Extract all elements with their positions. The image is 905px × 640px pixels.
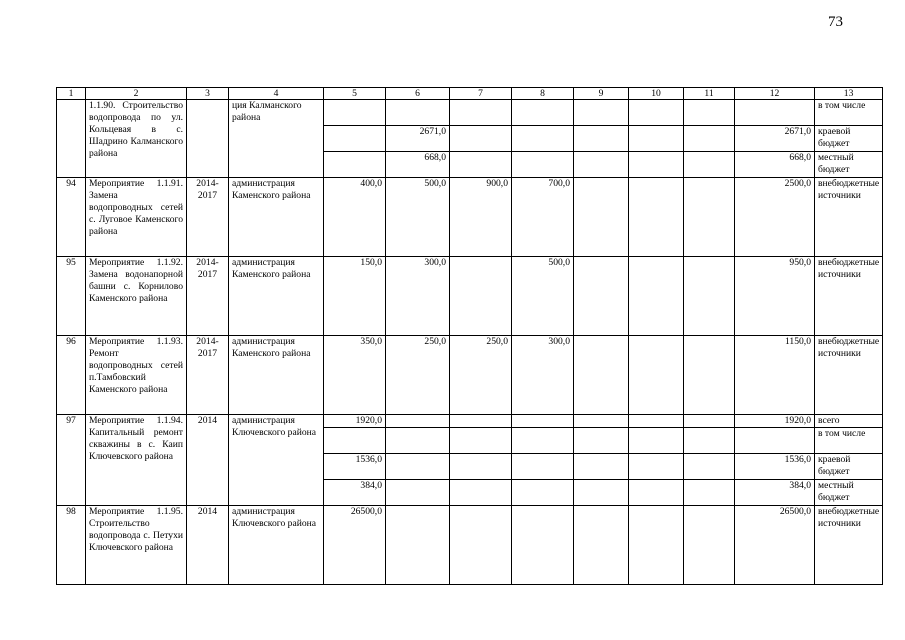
amount-total: 1536,0 bbox=[735, 454, 815, 480]
years-cell: 2014 bbox=[187, 415, 229, 506]
row-number-cell: 96 bbox=[57, 336, 86, 415]
amount-col5: 26500,0 bbox=[324, 506, 386, 585]
col-header-5: 5 bbox=[324, 88, 386, 100]
funding-source: всего bbox=[815, 415, 883, 428]
col-header-7: 7 bbox=[450, 88, 512, 100]
col-header-2: 2 bbox=[86, 88, 187, 100]
col-header-13: 13 bbox=[815, 88, 883, 100]
years-cell: 2014 bbox=[187, 506, 229, 585]
amount-total: 384,0 bbox=[735, 480, 815, 506]
amount-total: 668,0 bbox=[735, 152, 815, 178]
amount-col8: 700,0 bbox=[512, 178, 574, 257]
col-header-3: 3 bbox=[187, 88, 229, 100]
page-number: 73 bbox=[828, 14, 843, 30]
executor-cell: администрация Каменского района bbox=[229, 257, 324, 336]
executor-cell: администрация Ключевского района bbox=[229, 415, 324, 506]
amount-total: 26500,0 bbox=[735, 506, 815, 585]
budget-table bbox=[56, 87, 883, 585]
activity-description: Мероприятие 1.1.94. Капитальный ремонт скважины в с. Каип Ключевского района bbox=[86, 415, 187, 506]
executor-cell: администрация Ключевского района bbox=[229, 506, 324, 585]
table-row bbox=[57, 257, 883, 336]
years-cell: 2014-2017 bbox=[187, 336, 229, 415]
table-row bbox=[57, 506, 883, 585]
amount-total: 2500,0 bbox=[735, 178, 815, 257]
funding-source: в том числе bbox=[815, 428, 883, 454]
activity-description: 1.1.90. Строительство водопровода по ул. Кольцевая в с. Шадрино Калманского района bbox=[86, 100, 187, 178]
amount-col6: 668,0 bbox=[386, 152, 450, 178]
funding-source: краевой бюджет bbox=[815, 454, 883, 480]
row-number-cell: 94 bbox=[57, 178, 86, 257]
funding-source: краевой бюджет bbox=[815, 126, 883, 152]
amount-col8: 300,0 bbox=[512, 336, 574, 415]
column-number-row bbox=[57, 88, 883, 100]
row-number-cell: 98 bbox=[57, 506, 86, 585]
amount-col5: 400,0 bbox=[324, 178, 386, 257]
funding-source: внебюджетные источники bbox=[815, 506, 883, 585]
col-header-12: 12 bbox=[735, 88, 815, 100]
col-header-1: 1 bbox=[57, 88, 86, 100]
amount-col5: 384,0 bbox=[324, 480, 386, 506]
col-header-4: 4 bbox=[229, 88, 324, 100]
amount-col5: 1920,0 bbox=[324, 415, 386, 428]
funding-source: в том числе bbox=[815, 100, 883, 126]
amount-col6: 500,0 bbox=[386, 178, 450, 257]
table-row bbox=[57, 178, 883, 257]
amount-col7: 250,0 bbox=[450, 336, 512, 415]
row-number-cell: 95 bbox=[57, 257, 86, 336]
amount-total: 1920,0 bbox=[735, 415, 815, 428]
amount-col6: 250,0 bbox=[386, 336, 450, 415]
amount-total: 1150,0 bbox=[735, 336, 815, 415]
col-header-8: 8 bbox=[512, 88, 574, 100]
funding-source: внебюджетные источники bbox=[815, 257, 883, 336]
table-row bbox=[57, 336, 883, 415]
amount-col8: 500,0 bbox=[512, 257, 574, 336]
executor-cell: ция Калманского района bbox=[229, 100, 324, 178]
table-row bbox=[57, 100, 883, 126]
col-header-9: 9 bbox=[574, 88, 629, 100]
amount-total: 950,0 bbox=[735, 257, 815, 336]
funding-source: местный бюджет bbox=[815, 152, 883, 178]
row-number-cell: 97 bbox=[57, 415, 86, 506]
amount-col5: 350,0 bbox=[324, 336, 386, 415]
col-header-10: 10 bbox=[629, 88, 684, 100]
funding-source: внебюджетные источники bbox=[815, 336, 883, 415]
activity-description: Мероприятие 1.1.93. Ремонт водопроводных сетей п.Тамбовский Каменского района bbox=[86, 336, 187, 415]
amount-col7: 900,0 bbox=[450, 178, 512, 257]
executor-cell: администрация Каменского района bbox=[229, 178, 324, 257]
activity-description: Мероприятие 1.1.95. Строительство водопровода с. Петухи Ключевского района bbox=[86, 506, 187, 585]
amount-col5: 1536,0 bbox=[324, 454, 386, 480]
years-cell: 2014-2017 bbox=[187, 178, 229, 257]
executor-cell: администрация Каменского района bbox=[229, 336, 324, 415]
col-header-11: 11 bbox=[684, 88, 735, 100]
funding-source: внебюджетные источники bbox=[815, 178, 883, 257]
amount-col6: 2671,0 bbox=[386, 126, 450, 152]
years-cell: 2014-2017 bbox=[187, 257, 229, 336]
funding-source: местный бюджет bbox=[815, 480, 883, 506]
years-cell bbox=[187, 100, 229, 178]
amount-total: 2671,0 bbox=[735, 126, 815, 152]
col-header-6: 6 bbox=[386, 88, 450, 100]
amount-col5: 150,0 bbox=[324, 257, 386, 336]
amount-col6: 300,0 bbox=[386, 257, 450, 336]
row-number-cell bbox=[57, 100, 86, 178]
activity-description: Мероприятие 1.1.92. Замена водонапорной башни с. Корнилово Каменского района bbox=[86, 257, 187, 336]
table-row bbox=[57, 415, 883, 428]
activity-description: Мероприятие 1.1.91. Замена водопроводных сетей с. Луговое Каменского района bbox=[86, 178, 187, 257]
